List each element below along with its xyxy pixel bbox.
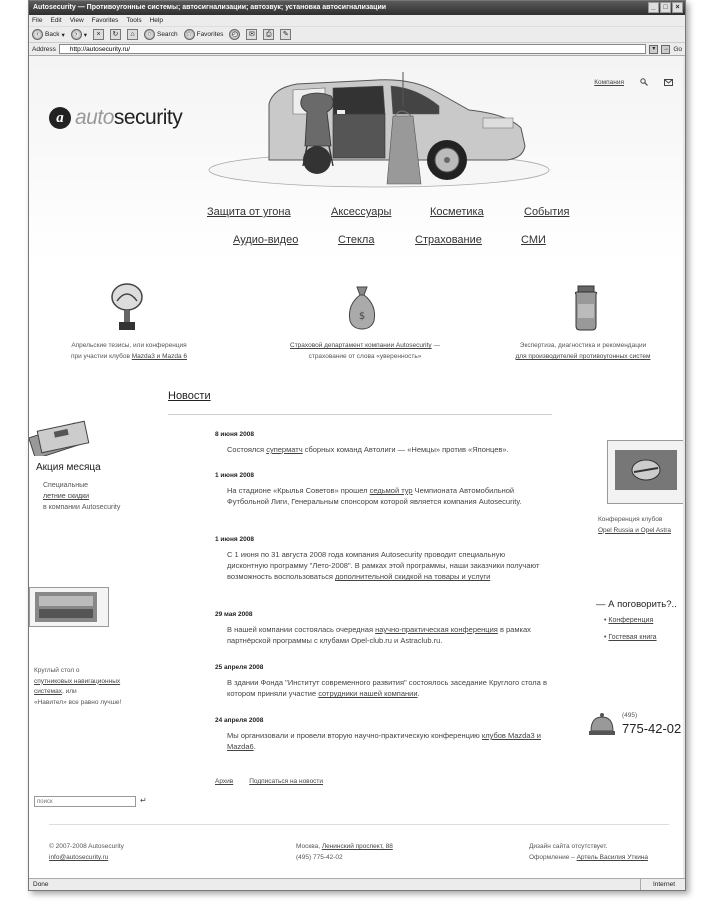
round-table-photo[interactable]: [29, 587, 109, 627]
money-bag-icon[interactable]: [345, 281, 379, 331]
mail-icon[interactable]: ✉: [246, 29, 257, 40]
window-title: Autosecurity — Противоугонные системы; автосигнализации; автозвук; установка автосигнализации: [33, 4, 387, 11]
phone-code: (495): [622, 712, 638, 719]
archive-link[interactable]: Архив: [215, 778, 234, 785]
news-link[interactable]: сотрудники нашей компании: [318, 689, 418, 699]
news-link[interactable]: седьмой тур: [369, 486, 413, 495]
jar-icon[interactable]: [571, 284, 601, 332]
dropdown-arrow-icon[interactable]: ▾: [649, 45, 658, 54]
club-text: Конференция клубов Opel Russia и Opel Astra: [598, 516, 671, 534]
close-button[interactable]: ×: [672, 2, 683, 13]
scrollbar[interactable]: [683, 56, 685, 878]
maximize-button[interactable]: □: [660, 2, 671, 13]
minimize-button[interactable]: _: [648, 2, 659, 13]
opel-club-photo[interactable]: [607, 440, 685, 504]
email-link[interactable]: info@autosecurity.ru: [49, 854, 109, 861]
site-logo[interactable]: [49, 106, 182, 130]
address-bar: [29, 43, 685, 56]
news-item: В нашей компании состоялась очередная научно-практическая конференция в рамках партнёрской программы с клубами Opel-club.ru и Astraclub.ru.: [227, 625, 531, 646]
footer-divider: [49, 824, 669, 825]
menu-view[interactable]: View: [69, 17, 84, 24]
web-page: [29, 56, 685, 880]
hero-car-image: [207, 66, 551, 188]
address-link[interactable]: Ленинский проспект, 88: [321, 843, 393, 850]
service-bell-icon: [588, 711, 616, 737]
news-date: 1 июня 2008: [215, 472, 254, 479]
action-title: Акция месяца: [36, 462, 101, 473]
forward-arrow-icon: ›: [71, 29, 82, 40]
news-link[interactable]: дополнительной скидкой на товары и услуги: [335, 572, 491, 582]
round-table-text: Круглый стол о спутниковых навигационных системах, или «Навител» все равно лучше!: [34, 667, 122, 706]
menu-favorites[interactable]: Favorites: [91, 17, 119, 24]
footer-address: Москва, Ленинский проспект, 88 (495) 775-42-02: [296, 843, 393, 861]
news-heading[interactable]: Новости: [168, 390, 211, 402]
browser-window: [28, 0, 686, 891]
footer-design: Дизайн сайта отсутствует. Оформление – Артель Василия Уткина: [529, 843, 649, 861]
nav-glass[interactable]: Стекла: [338, 234, 375, 246]
nav-cosmetics[interactable]: Косметика: [430, 206, 484, 218]
action-text: Специальные летние скидки в компании Autosecurity: [43, 482, 121, 511]
forward-button[interactable]: › ▾: [71, 29, 87, 40]
menu-tools[interactable]: Tools: [126, 17, 142, 24]
divider: [168, 414, 552, 415]
nav-events[interactable]: События: [524, 206, 570, 218]
favorites-button[interactable]: ☆ Favorites: [184, 29, 224, 40]
promo-mazda-link[interactable]: Mazda3 и Mazda 6: [131, 353, 188, 360]
search-icon[interactable]: [640, 78, 648, 86]
guestbook-link[interactable]: • Гостевая книга: [604, 634, 657, 641]
go-arrow-icon[interactable]: →: [662, 45, 669, 52]
menu-bar: [29, 15, 685, 27]
back-arrow-icon: ‹: [32, 29, 43, 40]
news-item: В здании Фонда "Институт современного развития" состоялось заседание Круглого стола в котором приняли участие сотрудники нашей компании.: [227, 678, 547, 699]
logo-mark-icon: a: [49, 107, 71, 129]
news-link[interactable]: клубов Mazda3 и Mazda6: [227, 731, 541, 752]
news-footer: [215, 778, 323, 785]
news-item: Состоялся суперматч сборных команд Автолиги — «Немцы» против «Японцев».: [227, 445, 509, 454]
address-input[interactable]: [59, 44, 646, 54]
news-date: 24 апреля 2008: [215, 717, 264, 724]
search-icon: ○: [144, 29, 155, 40]
address-label: Address: [32, 45, 56, 53]
refresh-icon[interactable]: ↻: [110, 29, 121, 40]
news-date: 29 мая 2008: [215, 611, 253, 618]
promo-insurance-link[interactable]: Страховой департамент компании Autosecurity: [290, 342, 432, 349]
back-button[interactable]: ‹ Back ▾: [32, 29, 65, 40]
search-input[interactable]: [34, 796, 136, 807]
search-button[interactable]: ○ Search: [144, 29, 178, 40]
home-icon[interactable]: ⌂: [127, 29, 138, 40]
logo-security-text: security: [113, 106, 183, 129]
news-link[interactable]: суперматч: [266, 445, 303, 454]
promo-expertise: Экспертиза, диагностика и рекомендации для производителей противоугонных систем: [515, 342, 651, 360]
opel-club-link[interactable]: Opel Russia и Opel Astra: [598, 526, 671, 534]
nav-theft-protection[interactable]: Защита от угона: [207, 206, 291, 218]
title-bar: [29, 1, 685, 15]
promo-insurance: Страховой департамент компании Autosecurity — страхование от слова «уверенность»: [290, 342, 440, 360]
top-links: [594, 78, 673, 86]
promo-mazda: Апрельские тезисы, или конференция при участии клубов Mazda3 и Mazda 6: [70, 342, 188, 360]
stop-icon[interactable]: ×: [93, 29, 104, 40]
menu-edit[interactable]: Edit: [50, 17, 62, 24]
news-date: 8 июня 2008: [215, 431, 254, 438]
company-link[interactable]: Компания: [594, 78, 624, 86]
news-date: 1 июня 2008: [215, 536, 254, 543]
svg-text:$: $: [358, 311, 366, 322]
nav-accessories[interactable]: Аксессуары: [331, 206, 392, 218]
discount-cards-image[interactable]: [29, 416, 91, 456]
summer-discount-link[interactable]: летние скидки: [43, 493, 90, 500]
conference-link[interactable]: • Конференция: [604, 617, 654, 624]
phone-number: 775-42-02: [622, 721, 682, 736]
talk-heading: — А поговорить?..: [596, 599, 677, 610]
promo-expertise-link[interactable]: для производителей противоугонных систем: [515, 353, 651, 360]
designer-link[interactable]: Артель Василия Уткина: [576, 854, 649, 861]
toolbar: [29, 27, 685, 43]
news-link[interactable]: научно-практическая конференция: [375, 625, 498, 634]
nav-audio-video[interactable]: Аудио-видео: [233, 234, 299, 246]
news-date: 25 апреля 2008: [215, 664, 264, 671]
logo-auto-text: auto: [75, 106, 114, 129]
edit-icon[interactable]: ✎: [280, 29, 291, 40]
enter-arrow-icon[interactable]: ↵: [140, 796, 147, 805]
status-bar: [29, 878, 685, 890]
footer-copyright: © 2007-2008 Autosecurity info@autosecurity.ru: [49, 843, 124, 861]
news-item: На стадионе «Крылья Советов» прошел седьмой тур Чемпионата Автомобильной Футбольной Лиги, Генеральным спонсором которой является компания Autosecurity.: [227, 486, 522, 507]
history-icon[interactable]: ◴: [229, 29, 240, 40]
security-zone: Internet: [640, 879, 675, 890]
mazda-award-icon[interactable]: [109, 281, 145, 333]
menu-file[interactable]: File: [32, 17, 43, 24]
nav-insurance[interactable]: Страхование: [415, 234, 482, 246]
go-button[interactable]: Go: [673, 45, 682, 53]
nav-media[interactable]: СМИ: [521, 234, 546, 246]
star-icon: ☆: [184, 29, 195, 40]
navigation-link-2[interactable]: системах: [34, 688, 62, 695]
subscribe-link[interactable]: Подписаться на новости: [249, 778, 324, 785]
navigation-link[interactable]: спутниковых навигационных: [34, 677, 121, 685]
status-text: Done: [33, 881, 49, 888]
news-item: С 1 июня по 31 августа 2008 года компания Autosecurity проводит специальную дисконтную программу "Лето-2008". В рамках этой программы, наши заказчики получают возможность воспользоваться дополнительной скидкой на товары и услуги: [227, 550, 540, 582]
print-icon[interactable]: ⎙: [263, 29, 274, 40]
news-item: Мы организовали и провели вторую научно-практическую конференцию клубов Mazda3 и Mazda6.: [227, 731, 541, 752]
menu-help[interactable]: Help: [149, 17, 163, 24]
mail-icon[interactable]: [664, 79, 673, 86]
